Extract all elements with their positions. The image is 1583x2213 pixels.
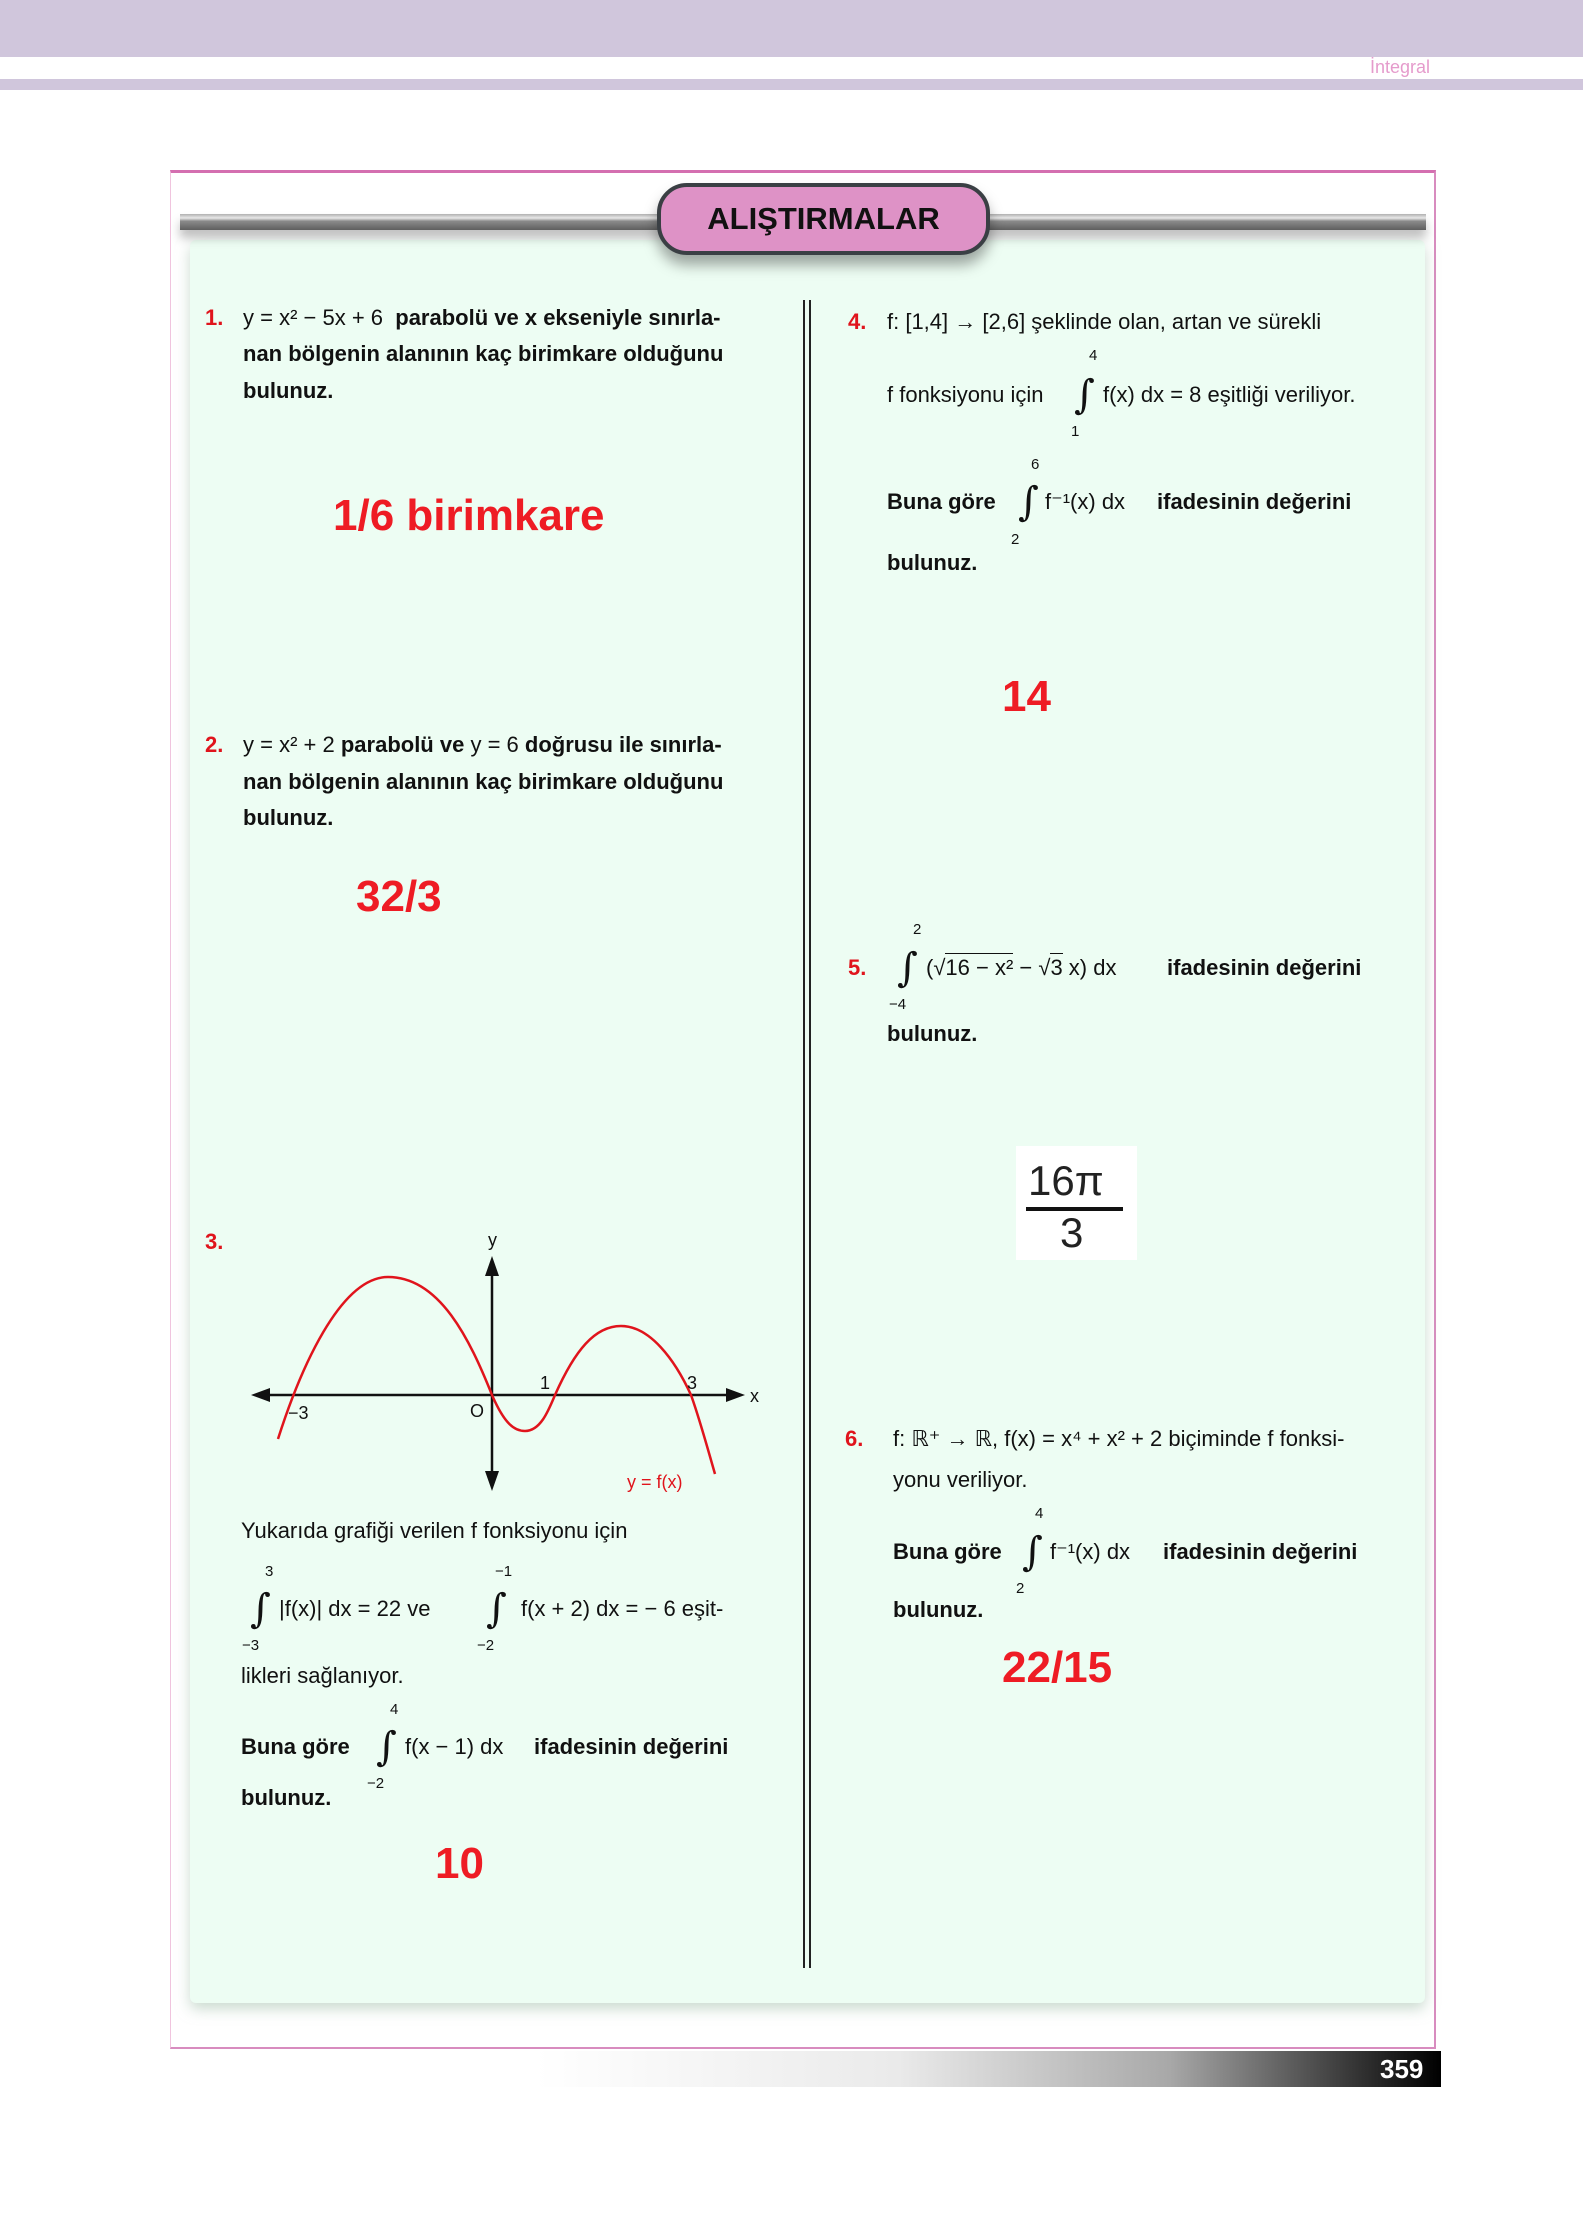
answer: 22/15 xyxy=(1002,1643,1113,1692)
integral-lower-limit: −4 xyxy=(889,996,907,1013)
integral-lower-limit: 1 xyxy=(1071,423,1080,440)
question-number: 4. xyxy=(848,309,867,334)
origin-label: O xyxy=(470,1401,485,1421)
question-text: nan bölgenin alanının kaç birimkare olduğunu xyxy=(243,769,724,794)
question-text: ifadesinin değerini xyxy=(1163,1539,1358,1564)
answer: 32/3 xyxy=(356,872,442,921)
x-axis-right-arrow-icon xyxy=(726,1388,745,1402)
tick-label: 1 xyxy=(540,1373,551,1393)
question-line xyxy=(243,731,722,759)
top-band xyxy=(0,0,1583,57)
question-number: 5. xyxy=(848,955,867,980)
question-text: Yukarıda grafiği verilen f fonksiyonu için xyxy=(241,1518,628,1543)
question-text: Buna göre xyxy=(893,1539,1002,1564)
integral-upper-limit: 4 xyxy=(390,1701,399,1718)
question-text: yonu veriliyor. xyxy=(893,1467,1028,1492)
integral-sign-icon: ∫ xyxy=(1018,479,1039,525)
integral-upper-limit: 4 xyxy=(1089,347,1098,364)
integral-lower-limit: 2 xyxy=(1011,531,1020,548)
question-text: ifadesinin değerini xyxy=(1157,489,1352,514)
x-axis-label: x xyxy=(750,1386,759,1406)
integral-lower-limit: −3 xyxy=(242,1637,260,1654)
integral-expression: f⁻¹(x) dx xyxy=(1045,489,1126,514)
expression-part: − √ xyxy=(1013,955,1051,980)
column-divider-left xyxy=(803,300,805,1968)
top-band-lower xyxy=(0,79,1583,90)
answer-numerator: 16π xyxy=(1028,1157,1104,1204)
question-text: bulunuz. xyxy=(241,1785,332,1810)
question-text: ifadesinin değerini xyxy=(534,1734,729,1759)
equation: y = 6 xyxy=(470,732,519,757)
question-text: bulunuz. xyxy=(887,1021,978,1046)
function-graph xyxy=(240,1220,780,1510)
section-title: İntegral xyxy=(1370,57,1431,77)
radicand: 16 − x² xyxy=(945,955,1014,980)
question-number: 2. xyxy=(205,732,224,757)
question-text: likleri sağlanıyor. xyxy=(241,1663,404,1688)
answer: 1/6 birimkare xyxy=(333,491,605,540)
radicand: 3 xyxy=(1050,955,1063,980)
answer-denominator: 3 xyxy=(1060,1209,1084,1256)
integral-lower-limit: −2 xyxy=(477,1637,495,1654)
question-text: Buna göre xyxy=(241,1734,350,1759)
question-text: f: ℝ⁺ → ℝ, f(x) = x⁴ + x² + 2 biçiminde f fonksi- xyxy=(893,1426,1345,1451)
tick-label: 3 xyxy=(687,1373,698,1393)
question-text: nan bölgenin alanının kaç birimkare olduğunu xyxy=(243,341,724,366)
integral-upper-limit: 6 xyxy=(1031,456,1040,473)
page-number: 359 xyxy=(1380,2054,1424,2084)
integral-sign-icon: ∫ xyxy=(897,945,918,991)
column-divider-right xyxy=(809,300,811,1968)
exercises-title-badge xyxy=(657,183,990,255)
question-text: ifadesinin değerini xyxy=(1167,955,1362,980)
integral-upper-limit: 3 xyxy=(265,1563,274,1580)
answer: 10 xyxy=(435,1839,484,1888)
question-text: bulunuz. xyxy=(893,1597,984,1622)
question-text: parabolü ve x ekseniyle sınırla- xyxy=(395,305,721,330)
integral-lower-limit: −2 xyxy=(367,1775,385,1792)
question-text: doğrusu ile sınırla- xyxy=(524,732,722,757)
x-axis-left-arrow-icon xyxy=(251,1388,270,1402)
y-axis-up-arrow-icon xyxy=(485,1256,499,1276)
question-text: bulunuz. xyxy=(243,378,334,403)
expression-part: (√ xyxy=(926,955,946,980)
integral-upper-limit: 4 xyxy=(1035,1505,1044,1522)
question-text: bulunuz. xyxy=(243,805,334,830)
integral-sign-icon: ∫ xyxy=(250,1586,271,1632)
integral-expression: f(x + 2) dx = − 6 eşit- xyxy=(521,1596,724,1621)
integral-expression: |f(x)| dx = 22 ve xyxy=(279,1596,431,1621)
question-text: Buna göre xyxy=(887,489,996,514)
y-axis-label: y xyxy=(488,1230,497,1250)
integral-sign-icon: ∫ xyxy=(376,1724,397,1770)
integral-sign-icon: ∫ xyxy=(486,1586,507,1632)
integral-upper-limit: 2 xyxy=(913,921,922,938)
question-text: parabolü ve xyxy=(340,732,465,757)
integral-expression: f⁻¹(x) dx xyxy=(1050,1539,1131,1564)
answer: 14 xyxy=(1002,672,1051,721)
integral-expression xyxy=(926,954,1116,982)
integral-upper-limit: −1 xyxy=(495,1563,513,1580)
integral-sign-icon: ∫ xyxy=(1074,372,1095,418)
page-number-bar xyxy=(536,2051,1441,2087)
expression-part: x) dx xyxy=(1062,955,1117,980)
question-number: 1. xyxy=(205,305,224,330)
integral-lower-limit: 2 xyxy=(1016,1580,1025,1597)
equation: y = x² − 5x + 6 xyxy=(243,305,384,330)
question-text: f fonksiyonu için xyxy=(887,382,1044,407)
question-text: bulunuz. xyxy=(887,550,978,575)
tick-label: −3 xyxy=(288,1403,309,1423)
question-number: 6. xyxy=(845,1426,864,1451)
function-curve xyxy=(278,1277,715,1474)
exercises-title: ALIŞTIRMALAR xyxy=(707,201,940,236)
question-math xyxy=(243,304,721,332)
y-axis-down-arrow-icon xyxy=(485,1471,499,1491)
curve-label: y = f(x) xyxy=(627,1472,683,1492)
question-text: f: [1,4] → [2,6] şeklinde olan, artan ve sürekli xyxy=(887,309,1322,334)
integral-sign-icon: ∫ xyxy=(1022,1529,1043,1575)
equation: y = x² + 2 xyxy=(243,732,335,757)
integral-expression: f(x) dx = 8 eşitliği veriliyor. xyxy=(1103,382,1356,407)
integral-expression: f(x − 1) dx xyxy=(405,1734,504,1759)
question-number: 3. xyxy=(205,1229,224,1254)
